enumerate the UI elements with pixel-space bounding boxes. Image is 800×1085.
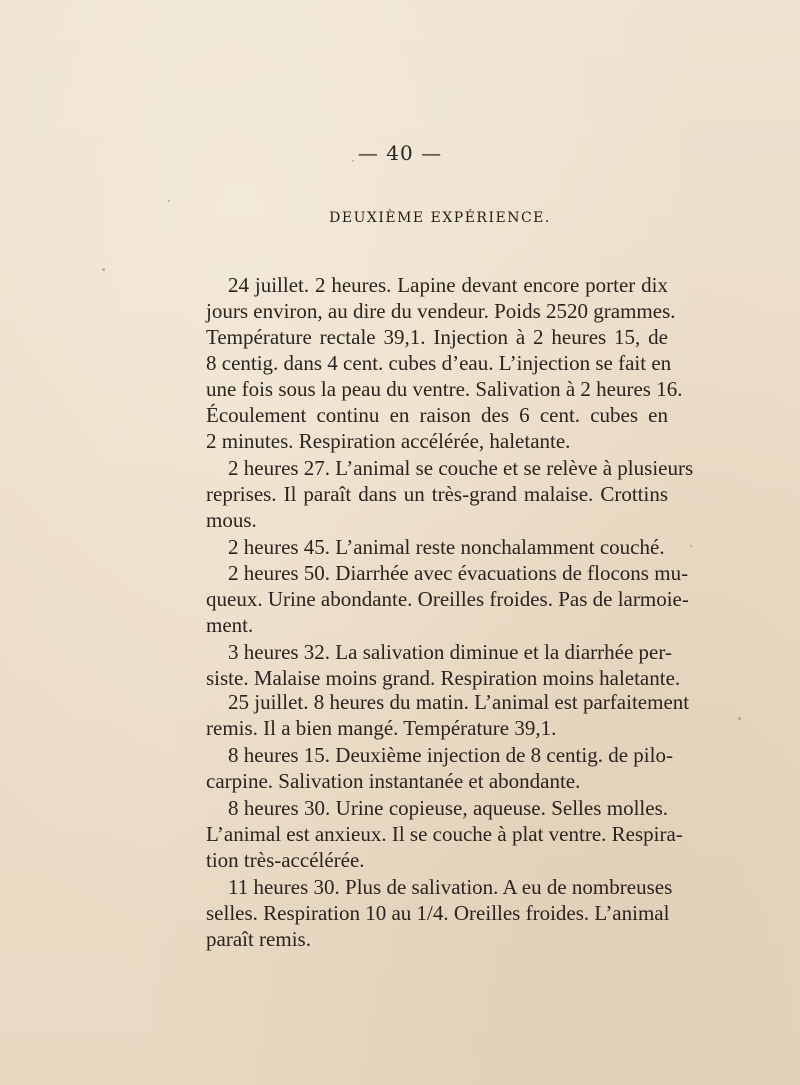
- text-line: 8 heures 15. Deuxième injection de 8 centig. de pilo-: [228, 743, 673, 767]
- paper-speck: [102, 268, 105, 271]
- text-line: mous.: [206, 508, 257, 532]
- text-line: 8 centig. dans 4 cent. cubes d’eau. L’injection se fait en: [206, 351, 672, 375]
- text-line: L’animal est anxieux. Il se couche à plat ventre. Respira-: [206, 822, 683, 846]
- paper-speck: [738, 717, 741, 720]
- paper-speck: [352, 160, 354, 162]
- paper-speck: [168, 200, 170, 202]
- text-line: reprises. Il paraît dans un très-grand malaise. Crottins: [206, 482, 668, 506]
- text-line: paraît remis.: [206, 927, 311, 951]
- text-line: tion très-accélérée.: [206, 848, 365, 872]
- paper-speck: [690, 545, 692, 547]
- page-number: — 40 —: [357, 141, 443, 165]
- text-line: 3 heures 32. La salivation diminue et la diarrhée per-: [228, 640, 672, 664]
- text-line: 11 heures 30. Plus de salivation. A eu de nombreuses: [228, 875, 673, 899]
- text-line: ment.: [206, 613, 254, 637]
- text-line: Écoulement continu en raison des 6 cent. cubes en: [206, 403, 668, 427]
- text-line: 24 juillet. 2 heures. Lapine devant encore porter dix: [228, 273, 668, 297]
- text-line: queux. Urine abondante. Oreilles froides. Pas de larmoie-: [206, 587, 689, 611]
- text-line: jours environ, au dire du vendeur. Poids 2520 grammes.: [206, 299, 676, 323]
- text-line: 2 heures 45. L’animal reste nonchalamment couché.: [228, 535, 665, 559]
- text-line: 2 heures 50. Diarrhée avec évacuations de flocons mu-: [228, 561, 689, 585]
- section-heading: DEUXIÈME EXPÉRIENCE.: [329, 210, 551, 226]
- text-line: 25 juillet. 8 heures du matin. L’animal est parfaitement: [228, 690, 690, 714]
- text-line: 2 heures 27. L’animal se couche et se relève à plusieurs: [228, 456, 694, 480]
- text-line: selles. Respiration 10 au 1/4. Oreilles froides. L’animal: [206, 901, 670, 925]
- text-line: carpine. Salivation instantanée et abondante.: [206, 769, 581, 793]
- text-line: 8 heures 30. Urine copieuse, aqueuse. Selles molles.: [228, 796, 668, 820]
- text-line: une fois sous la peau du ventre. Salivation à 2 heures 16.: [206, 377, 683, 401]
- text-line: siste. Malaise moins grand. Respiration moins haletante.: [206, 666, 681, 690]
- text-line: Température rectale 39,1. Injection à 2 heures 15, de: [206, 325, 668, 349]
- text-line: 2 minutes. Respiration accélérée, haletante.: [206, 429, 571, 453]
- text-line: remis. Il a bien mangé. Température 39,1.: [206, 716, 557, 740]
